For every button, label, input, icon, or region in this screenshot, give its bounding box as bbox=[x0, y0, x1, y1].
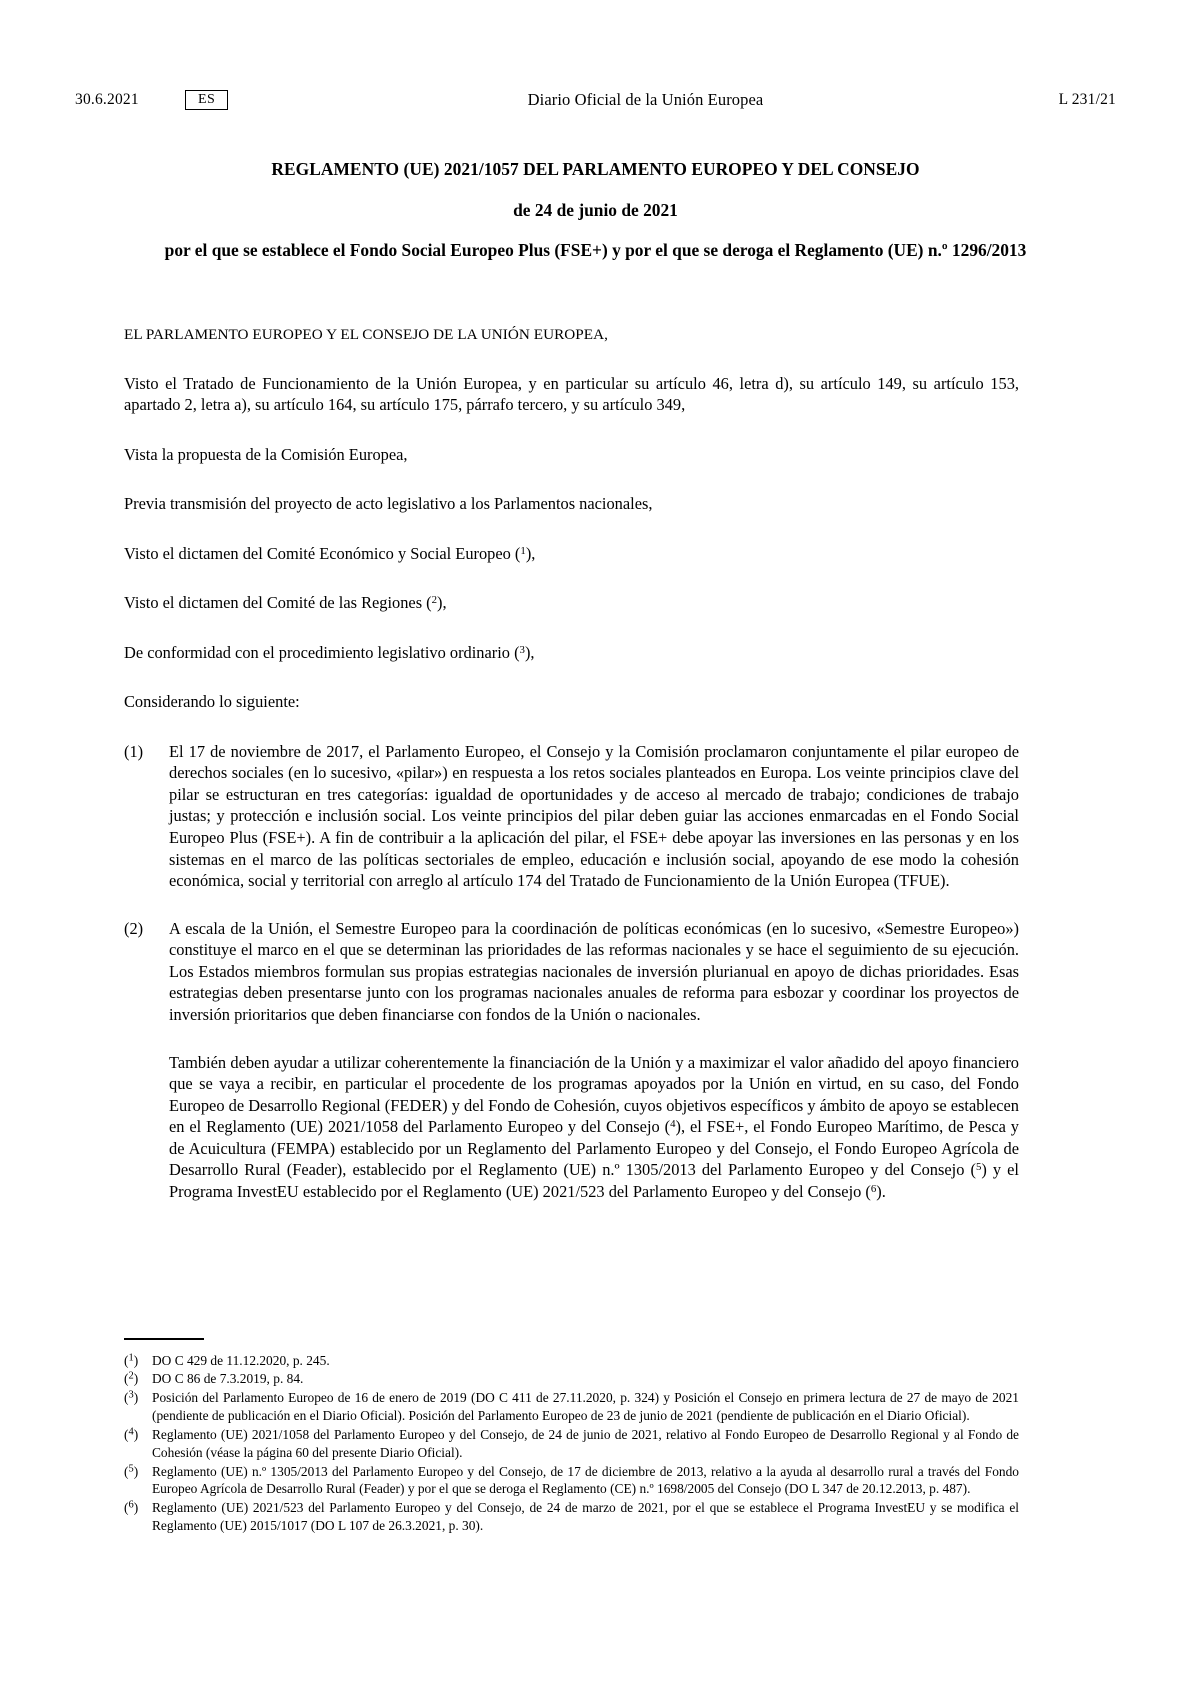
recital-text-container bbox=[169, 918, 1019, 1203]
footnote-text: Reglamento (UE) n.º 1305/2013 del Parlamento Europeo y del Consejo, de 17 de diciembre de 2013, relativo a la ayuda al desarrollo rural a través del Fondo Europeo Agrícola de Desarrollo Rural (Feader) y por el que se deroga el Reglamento (CE) n.º 1698/2005 del Consejo (DO L 347 de 20.12.2013, p. 487). bbox=[152, 1463, 1019, 1497]
recital-text-container bbox=[169, 741, 1019, 892]
footnote-ref-5[interactable]: 5 bbox=[975, 1161, 982, 1174]
footnote-marker-number: 2 bbox=[128, 1371, 134, 1383]
journal-title: Diario Oficial de la Unión Europea bbox=[527, 90, 764, 109]
recital-continuation-text bbox=[169, 1052, 1019, 1203]
preamble-procedure-tail: ), bbox=[524, 642, 535, 662]
preamble-procedure bbox=[124, 642, 1019, 663]
preamble-cor-tail: ), bbox=[437, 593, 447, 613]
regulation-title: REGLAMENTO (UE) 2021/1057 DEL PARLAMENTO EUROPEO Y DEL CONSEJO bbox=[271, 159, 920, 179]
footnote-separator-rule bbox=[124, 1338, 204, 1340]
regulation-title-block bbox=[150, 158, 1041, 262]
preamble-eesc-text: Visto el dictamen del Comité Económico y Social Europeo ( bbox=[124, 543, 521, 563]
footnote-item bbox=[124, 1352, 1019, 1370]
preamble-cor-opinion bbox=[124, 592, 1019, 613]
footnote-item bbox=[124, 1389, 1019, 1425]
footnote-marker: ($^6$) bbox=[124, 1499, 139, 1516]
regulation-date: de 24 de junio de 2021 bbox=[513, 199, 678, 220]
footnote-text: Reglamento (UE) 2021/1058 del Parlamento Europeo y del Consejo, de 24 de junio de 2021, relativo al Fondo Europeo de Desarrollo Regional y al Fondo de Cohesión (véase la página 60 del presente Diario Oficial). bbox=[152, 1426, 1019, 1460]
recital-text: A escala de la Unión, el Semestre Europeo para la coordinación de políticas económicas (en lo sucesivo, «Semestre Europeo») constituye el marco en el que se determinan las prioridades de las reformas nacionales y se hace el seguimiento de su ejecución. Los Estados miembros formulan sus propias estrategias nacionales de inversión plurianual en apoyo de dichas prioridades. Esas estrategias deben presentarse junto con los programas nacionales anuales de reforma para esbozar y coordinar los proyectos de inversión prioritarios que deben financiarse con fondos de la Unión o nacionales. bbox=[169, 918, 1019, 1024]
preamble-proposal: Vista la propuesta de la Comisión Europea, bbox=[124, 444, 408, 464]
footnote-marker: ($^4$) bbox=[124, 1426, 139, 1442]
footnote-text: DO C 86 de 7.3.2019, p. 84. bbox=[152, 1371, 304, 1387]
recital-cont-part3: ) y el Programa InvestEU establecido por el Reglamento (UE) 2021/523 del Parlamento Europeo y del Consejo ( bbox=[169, 1160, 1019, 1201]
footnote-marker: ($^1$) bbox=[124, 1352, 139, 1368]
footnote-text: Reglamento (UE) 2021/523 del Parlamento Europeo y del Consejo, de 24 de marzo de 2021, por el que se establece el Programa InvestEU y se modifica el Reglamento (UE) 2015/1017 (DO L 107 de 26.3.2021, p. 30). bbox=[152, 1500, 1019, 1534]
footnote-marker-number: 5 bbox=[128, 1463, 134, 1475]
footnote-marker: ($^3$) bbox=[124, 1389, 139, 1406]
page-header bbox=[75, 88, 1116, 112]
preamble-eesc-opinion bbox=[124, 543, 1019, 564]
recital-number: (2) bbox=[124, 918, 144, 938]
language-code: ES bbox=[185, 90, 228, 110]
footnote-item bbox=[124, 1499, 1019, 1535]
footnote-ref-4[interactable]: 4 bbox=[670, 1118, 676, 1131]
footnote-marker: ($^2$) bbox=[124, 1371, 139, 1387]
document-body bbox=[124, 325, 1019, 1228]
preamble-treaty: Visto el Tratado de Funcionamiento de la Unión Europea, y en particular su artículo 46, letra d), su artículo 149, su artículo 153, apartado 2, letra a), su artículo 164, su artículo 175, párrafo tercero, y su artículo 349, bbox=[124, 373, 1019, 415]
recital-number: (1) bbox=[124, 741, 144, 761]
preamble-cor-text: Visto el dictamen del Comité de las Regiones ( bbox=[124, 593, 432, 613]
regulation-subtitle: por el que se establece el Fondo Social Europeo Plus (FSE+) y por el que se deroga el Reglamento (UE) n.º 1296/2013 bbox=[164, 240, 1027, 261]
footnote-text: DO C 429 de 11.12.2020, p. 245. bbox=[152, 1352, 330, 1368]
footnote-ref-2[interactable]: 2 bbox=[431, 594, 438, 607]
recital-text: El 17 de noviembre de 2017, el Parlamento Europeo, el Consejo y la Comisión proclamaron conjuntamente el pilar europeo de derechos sociales (en lo sucesivo, «pilar») en respuesta a los retos sociales planteados en Europa. Los veinte principios clave del pilar se estructuran en tres categorías: igualdad de oportunidades y de acceso al mercado de trabajo; condiciones de trabajo justas; y protección e inclusión social. Los veinte principios del pilar deben guiar las acciones enmarcadas en el Fondo Social Europeo Plus (FSE+). A fin de contribuir a la aplicación del pilar, el FSE+ debe apoyar las inversiones en las personas y en los sistemas en el marco de las políticas sectoriales de empleo, educación e inclusión social, apoyando de ese modo la cohesión económica, social y territorial con arreglo al artículo 174 del Tratado de Funcionamiento de la Unión Europea (TFUE). bbox=[169, 741, 1019, 891]
footnote-marker: ($^5$) bbox=[124, 1463, 139, 1479]
preamble-whereas: Considerando lo siguiente: bbox=[124, 692, 300, 712]
preamble-procedure-text: De conformidad con el procedimiento legislativo ordinario ( bbox=[124, 642, 520, 662]
recital-item bbox=[124, 741, 1019, 892]
footnote-ref-6[interactable]: 6 bbox=[870, 1182, 877, 1195]
preamble-eesc-tail: ), bbox=[525, 543, 536, 563]
footnote-text: Posición del Parlamento Europeo de 16 de enero de 2019 (DO C 411 de 27.11.2020, p. 324) y Posición el Consejo en primera lectura de 27 de mayo de 2021 (pendiente de publicación en el Diario Oficial). Posición del Parlamento Europeo de 23 de junio de 2021 (pendiente de publicación en el Diario Oficial). bbox=[152, 1390, 1019, 1424]
footnote-ref-3[interactable]: 3 bbox=[519, 643, 525, 656]
footnote-marker-number: 4 bbox=[128, 1426, 134, 1438]
recital-cont-part2: ), el FSE+, el Fondo Europeo Marítimo, de Pesca y de Acuicultura (FEMPA) establecido por un Reglamento del Parlamento Europeo y del Consejo, el Fondo Europeo Agrícola de Desarrollo Rural (Feader), establecido por el Reglamento (UE) n.º 1305/2013 del Parlamento Europeo y del Consejo ( bbox=[169, 1117, 1019, 1180]
recital-cont-part4: ). bbox=[876, 1181, 886, 1201]
preamble-transmission: Previa transmisión del proyecto de acto legislativo a los Parlamentos nacionales, bbox=[124, 494, 653, 514]
footnote-marker-number: 6 bbox=[128, 1499, 134, 1511]
header-language-box bbox=[185, 90, 305, 110]
footnote-ref-1[interactable]: 1 bbox=[520, 544, 526, 557]
footnote-marker-number: 3 bbox=[128, 1389, 134, 1401]
footnote-item bbox=[124, 1426, 1019, 1462]
header-date: 30.6.2021 bbox=[75, 91, 139, 108]
footnote-marker-number: 1 bbox=[128, 1352, 134, 1364]
footnote-item bbox=[124, 1370, 1019, 1388]
recital-item bbox=[124, 918, 1019, 1203]
recital-cont-part1: También deben ayudar a utilizar coherentemente la financiación de la Unión y a maximizar el valor añadido del apoyo financiero que se vaya a recibir, en particular el procedente de los programas apoyados por la Unión en virtud, en su caso, del Fondo Europeo de Desarrollo Regional (FEDER) y del Fondo de Cohesión, cuyos objetivos específicos y ámbito de apoyo se establecen en el Reglamento (UE) 2021/1058 del Parlamento Europeo y del Consejo ( bbox=[169, 1052, 1019, 1137]
footnote-item bbox=[124, 1463, 1019, 1499]
footnotes-section bbox=[124, 1338, 1019, 1536]
header-reference: L 231/21 bbox=[1058, 91, 1116, 108]
preamble-institutions: EL PARLAMENTO EUROPEO Y EL CONSEJO DE LA UNIÓN EUROPEA, bbox=[124, 326, 608, 343]
